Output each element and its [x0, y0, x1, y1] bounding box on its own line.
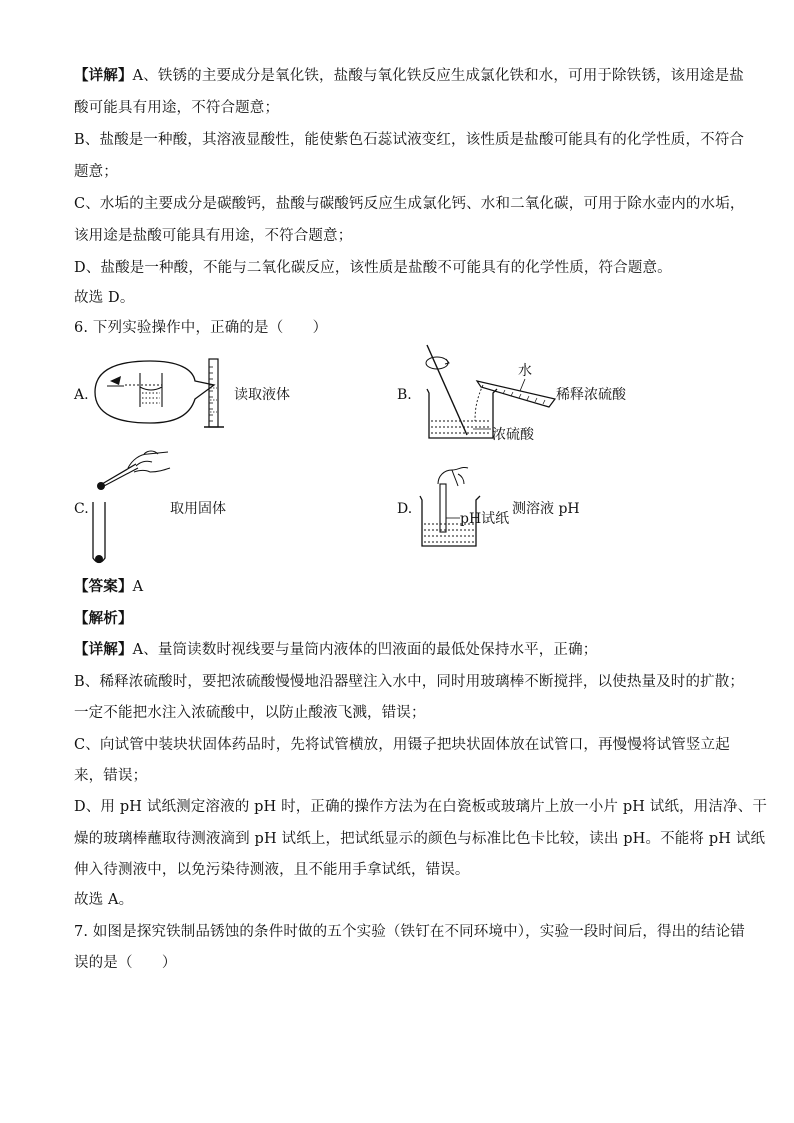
q6-analysis-tag: 【解析】: [74, 610, 133, 627]
option-c-letter: C.: [74, 501, 89, 517]
answer-value: A: [132, 579, 144, 595]
answer-tag: 【答案】: [74, 578, 133, 595]
q7-stem-line-1: 7. 如图是探究铁制品锈蚀的条件时做的五个实验（铁钉在不同环境中），实验一段时间后，得出的结论错: [74, 924, 745, 940]
q6-detail-line-7: 燥的玻璃棒蘸取待测液滴到 pH 试纸上，把试纸显示的颜色与标准比色卡比较，读出 pH。不能将 pH 试纸: [74, 831, 766, 847]
q6-detail-line-2: B、稀释浓硫酸时，要把浓硫酸慢慢地沿器壁注入水中，同时用玻璃棒不断搅拌，以使热量及时的扩散；: [74, 674, 745, 690]
q5-detail-line-3: B、盐酸是一种酸，其溶液显酸性，能使紫色石蕊试液变红，该性质是盐酸可能具有的化学性质，不符合: [74, 132, 745, 148]
q6-detail-line-8: 伸入待测液中，以免污染待测液，且不能用手拿试纸，错误。: [74, 862, 470, 878]
detail-tag: 【详解】: [74, 67, 133, 84]
q6-detail-line-1: [74, 640, 597, 660]
q6-answer: [74, 577, 143, 597]
detail-text: A、量筒读数时视线要与量筒内液体的凹液面的最低处保持水平，正确；: [132, 642, 598, 658]
detail-tag: 【详解】: [74, 641, 133, 658]
q6-conclusion: 故选 A。: [74, 892, 134, 908]
option-a-label: 读取液体: [234, 387, 290, 403]
option-d-letter: D.: [397, 501, 413, 517]
q5-conclusion: 故选 D。: [74, 290, 135, 306]
q6-detail-line-4: C、向试管中装块状固体药品时，先将试管横放，用镊子把块状固体放在试管口，再慢慢将试管竖立起: [74, 737, 730, 753]
option-d-figure: [418, 462, 518, 552]
q5-detail-line-5: C、水垢的主要成分是碳酸钙，盐酸与碳酸钙反应生成氯化钙、水和二氧化碳，可用于除水壶内的水垢，: [74, 196, 745, 212]
option-b-acid-label: 浓硫酸: [492, 427, 534, 443]
q6-detail-line-3: 一定不能把水注入浓硫酸中，以防止酸液飞溅，错误；: [74, 705, 426, 721]
option-d-label: 测溶液 pH: [512, 501, 580, 517]
option-b-label: 稀释浓硫酸: [556, 387, 626, 403]
option-c-label: 取用固体: [170, 501, 226, 517]
q5-detail-line-1: [74, 66, 744, 86]
q5-detail-line-6: 该用途是盐酸可能具有用途，不符合题意；: [74, 228, 353, 244]
option-c-figure: [88, 440, 178, 570]
option-b-water-label: 水: [518, 363, 532, 379]
q6-stem: 6. 下列实验操作中，正确的是（ ）: [74, 320, 328, 336]
option-d-paper-label: pH试纸: [460, 511, 510, 527]
q6-detail-line-5: 来，错误；: [74, 768, 148, 784]
q5-detail-line-2: 酸可能具有用途，不符合题意；: [74, 100, 280, 116]
detail-text: A、铁锈的主要成分是氧化铁，盐酸与氧化铁反应生成氯化铁和水，可用于除铁锈，该用途是盐: [132, 68, 744, 84]
q7-stem-line-2: 误的是（ ）: [74, 955, 177, 971]
q6-detail-line-6: D、用 pH 试纸测定溶液的 pH 时，正确的操作方法为在白瓷板或玻璃片上放一小片 pH 试纸，用洁净、干: [74, 799, 768, 815]
option-a-figure: [90, 355, 230, 430]
q5-detail-line-7: D、盐酸是一种酸，不能与二氧化碳反应，该性质是盐酸不可能具有的化学性质，符合题意。: [74, 260, 672, 276]
option-b-figure: [415, 343, 565, 443]
option-b-letter: B.: [397, 387, 412, 403]
option-a-letter: A.: [74, 387, 89, 403]
q5-detail-line-4: 题意；: [74, 164, 118, 180]
